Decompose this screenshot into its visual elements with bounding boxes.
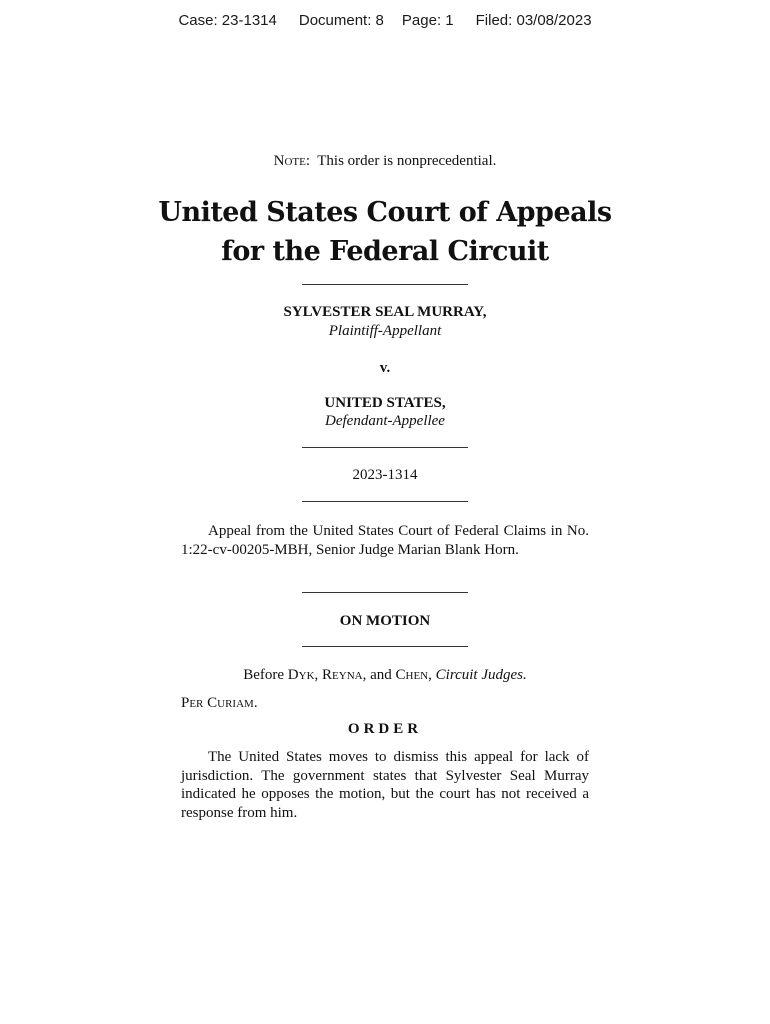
order-heading: ORDER (347, 721, 423, 737)
panel-separator: , (314, 667, 323, 683)
motion-heading: ON MOTION (339, 613, 431, 629)
note-text: This order is nonprecedential. (317, 153, 497, 169)
plaintiff-role: Plaintiff-Appellant (328, 323, 442, 339)
filing-header (0, 12, 770, 29)
panel-separator: , (428, 667, 436, 683)
defendant-role: Defendant-Appellee (325, 413, 445, 429)
appeal-paragraph: Appeal from the United States Court of Federal Claims in No. 1:22-cv-00205-MBH, Senior Judge Marian Blank Horn. (181, 523, 589, 558)
judge-dyk: Dyk (287, 667, 315, 683)
court-title (0, 193, 770, 271)
versus-label: v. (379, 360, 391, 376)
judge-chen: Chen (395, 667, 429, 683)
panel-separator: , and (362, 667, 396, 683)
case-number-header: Case: 23-1314 (178, 12, 277, 29)
judge-reyna: Reyna (322, 667, 363, 683)
divider-rule (302, 592, 468, 593)
court-title-line2: for the Federal Circuit (221, 236, 549, 267)
plaintiff-name: SYLVESTER SEAL MURRAY, (283, 304, 487, 320)
defendant-name: UNITED STATES, (324, 395, 446, 411)
divider-rule (302, 447, 468, 448)
order-paragraph: The United States moves to dismiss this appeal for lack of jurisdiction. The government states that Sylvester Seal Murray indicated he opposes the motion, but the court has not received a response from him. (181, 749, 589, 821)
filed-date-header: Filed: 03/08/2023 (475, 12, 592, 29)
panel-prefix: Before (243, 667, 288, 683)
note-label: Note: (273, 153, 311, 169)
page-number-header: Page: 1 (401, 12, 454, 29)
document-number-header: Document: 8 (298, 12, 384, 29)
precedential-note (0, 153, 770, 170)
divider-rule (302, 284, 468, 285)
court-title-line1: United States Court of Appeals (158, 197, 612, 228)
divider-rule (302, 646, 468, 647)
panel-suffix: Circuit Judges. (435, 667, 527, 683)
docket-number: 2023-1314 (352, 467, 418, 483)
divider-rule (302, 501, 468, 502)
per-curiam: Per Curiam. (181, 695, 258, 711)
panel-line (0, 667, 770, 684)
